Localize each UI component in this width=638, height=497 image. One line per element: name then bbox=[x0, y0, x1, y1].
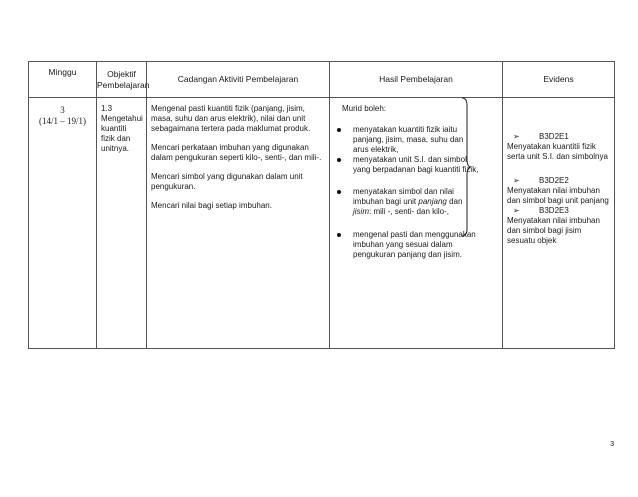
header-cadangan: Cadangan Aktiviti Pembelajaran bbox=[147, 62, 330, 98]
table-row bbox=[29, 98, 615, 349]
hasil-item-2: menyatakan unit S.I. dan simbol yang berpadanan bagi kuantiti fizik, bbox=[334, 155, 480, 175]
week-dates: (14/1 – 19/1) bbox=[39, 116, 86, 126]
hasil-item-1: menyatakan kuantiti fizik iaitu panjang, jisim, masa, suhu dan arus elektrik, bbox=[334, 125, 480, 155]
activity-4: Mencari nilai bagi setiap imbuhan. bbox=[151, 201, 272, 210]
bullet-icon bbox=[337, 158, 341, 162]
activity-1: Mengenal pasti kuantiti fizik (panjang, jisim, masa, suhu dan arus elektrik), nilai dan unit sebagaimana tertera pada maklumat produk. bbox=[151, 104, 311, 133]
bullet-icon bbox=[337, 128, 341, 132]
bullet-icon bbox=[337, 233, 341, 237]
evidens-3: ➢ B3D2E3 Menyatakan nilai imbuhan dan simbol bagi jisim sesuatu objek bbox=[507, 206, 600, 245]
activities-cell bbox=[147, 98, 330, 349]
hasil-item-3: menyatakan simbol dan nilai imbuhan bagi unit panjang dan jisim: mili -, senti- dan kilo-, bbox=[334, 187, 480, 217]
week-cell bbox=[29, 98, 97, 349]
hasil-cell bbox=[330, 98, 503, 349]
header-minggu: Minggu bbox=[29, 62, 97, 98]
arrow-bullet-icon: ➢ bbox=[513, 206, 520, 215]
week-number: 3 bbox=[60, 105, 65, 115]
page-number: 3 bbox=[610, 439, 615, 448]
header-hasil: Hasil Pembelajaran bbox=[330, 62, 503, 98]
arrow-bullet-icon: ➢ bbox=[513, 176, 520, 185]
header-objektif: Objektif Pembelajaran bbox=[97, 62, 147, 98]
activity-3: Mencari simbol yang digunakan dalam unit pengukuran. bbox=[151, 172, 303, 191]
evidens-1: ➢ B3D2E1 Menyatakan kuantitii fizik serta unit S.I. dan simbolnya bbox=[507, 132, 608, 161]
curly-brace-icon bbox=[460, 97, 472, 237]
lesson-plan-table bbox=[28, 61, 615, 349]
activity-2: Mencari perkataan imbuhan yang digunakan dalam pengukuran seperti kilo-, senti-, dan mili-. bbox=[151, 143, 322, 162]
arrow-bullet-icon: ➢ bbox=[513, 132, 520, 141]
header-row bbox=[29, 62, 615, 98]
hasil-intro: Murid boleh: bbox=[342, 104, 387, 113]
hasil-item-4: mengenal pasti dan menggunakan imbuhan yang sesuai dalam pengukuran panjang dan jisim. bbox=[334, 230, 480, 260]
evidens-2: ➢ B3D2E2 Menyatakan nilai imbuhan dan simbol bagi unit panjang bbox=[507, 176, 609, 205]
objective-text: Mengetahui kuantiti fizik dan unitnya. bbox=[101, 114, 143, 153]
header-evidens: Evidens bbox=[503, 62, 615, 98]
bullet-icon bbox=[337, 190, 341, 194]
evidens-cell bbox=[503, 98, 615, 349]
objective-code: 1.3 bbox=[101, 104, 113, 113]
objective-cell bbox=[97, 98, 147, 349]
